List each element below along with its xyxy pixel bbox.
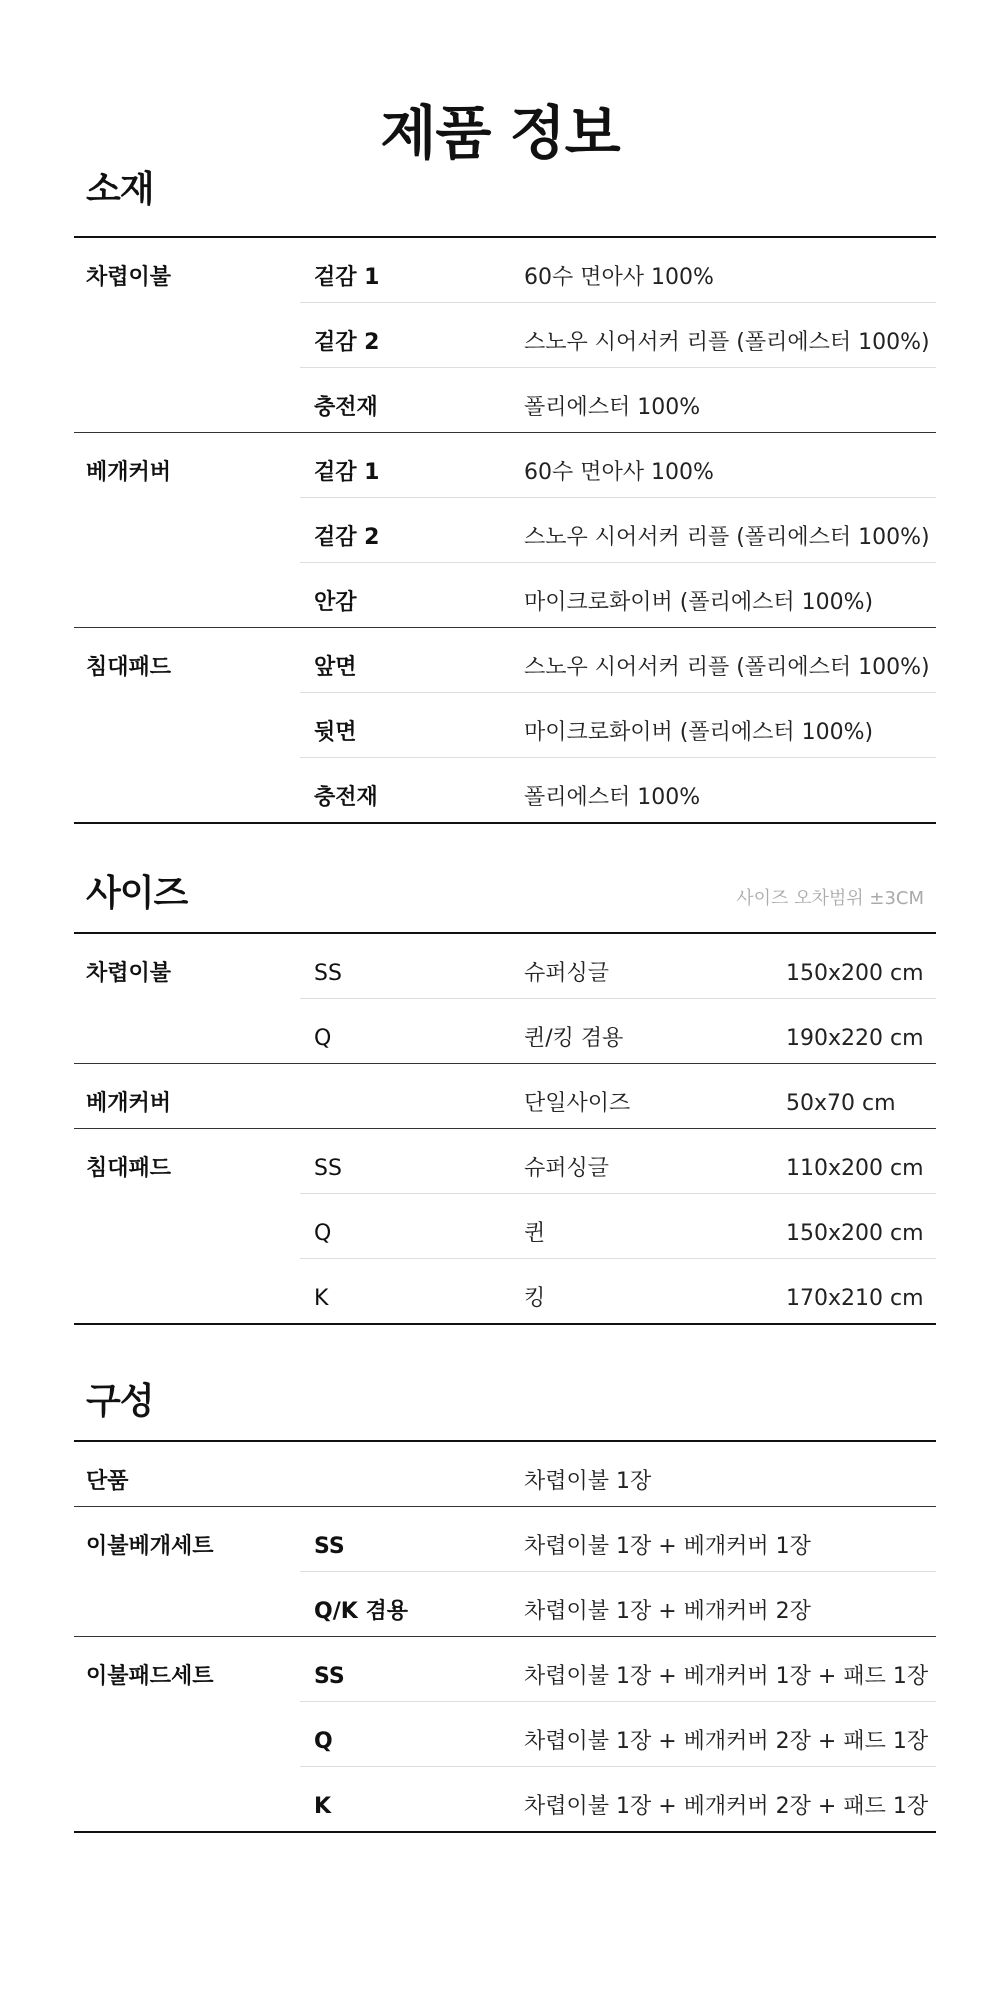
size-tolerance-note: 사이즈 오차범위 ±3CM: [736, 888, 924, 909]
composition-option: SS: [314, 1534, 345, 1559]
composition-contents: 차렵이불 1장 + 베개커버 2장: [524, 1599, 811, 1624]
size-top-rule: [74, 932, 936, 934]
size-dims: 190x220 cm: [786, 1026, 924, 1051]
material-spec: 60수 면아사 100%: [524, 265, 714, 290]
composition-section: [74, 1382, 936, 1842]
material-spec: 폴리에스터 100%: [524, 785, 701, 810]
size-group: 차렵이불: [86, 961, 172, 986]
material-bottom-rule: [74, 822, 936, 824]
material-part: 충전재: [314, 785, 378, 810]
group-divider: [74, 432, 936, 433]
size-name: 단일사이즈: [524, 1091, 631, 1116]
row-divider: [300, 998, 936, 999]
material-spec: 마이크로화이버 (폴리에스터 100%): [524, 590, 874, 615]
material-section: [74, 170, 936, 830]
group-divider: [74, 1636, 936, 1637]
composition-contents: 차렵이불 1장 + 베개커버 2장 + 패드 1장: [524, 1794, 929, 1819]
row-divider: [300, 1571, 936, 1572]
row-divider: [300, 497, 936, 498]
material-group: 차렵이불: [86, 265, 172, 290]
composition-contents: 차렵이불 1장 + 베개커버 1장 + 패드 1장: [524, 1664, 929, 1689]
material-title: 소재: [86, 169, 154, 210]
row-divider: [300, 757, 936, 758]
composition-contents: 차렵이불 1장: [524, 1469, 652, 1494]
material-spec: 60수 면아사 100%: [524, 460, 714, 485]
size-code: Q: [314, 1221, 332, 1246]
page-title: 제품 정보: [380, 99, 620, 167]
size-group: 베개커버: [86, 1091, 172, 1116]
material-top-rule: [74, 236, 936, 238]
size-name: 퀸/킹 겸용: [524, 1026, 624, 1051]
size-code: SS: [314, 1156, 342, 1181]
row-divider: [300, 1766, 936, 1767]
composition-bottom-rule: [74, 1831, 936, 1833]
composition-option: Q/K 겸용: [314, 1599, 408, 1624]
composition-option: SS: [314, 1664, 345, 1689]
size-name: 슈퍼싱글: [524, 961, 610, 986]
size-name: 킹: [524, 1286, 546, 1311]
row-divider: [300, 692, 936, 693]
composition-contents: 차렵이불 1장 + 베개커버 2장 + 패드 1장: [524, 1729, 929, 1754]
size-code: Q: [314, 1026, 332, 1051]
row-divider: [300, 1258, 936, 1259]
group-divider: [74, 1128, 936, 1129]
size-dims: 110x200 cm: [786, 1156, 924, 1181]
material-part: 앞면: [314, 655, 357, 680]
row-divider: [300, 302, 936, 303]
row-divider: [300, 1193, 936, 1194]
row-divider: [300, 1701, 936, 1702]
material-spec: 스노우 시어서커 리플 (폴리에스터 100%): [524, 330, 930, 355]
composition-title: 구성: [86, 1381, 154, 1422]
material-group: 베개커버: [86, 460, 172, 485]
size-title: 사이즈: [86, 873, 188, 914]
composition-group: 단품: [86, 1469, 129, 1494]
composition-option: Q: [314, 1729, 333, 1754]
size-name: 슈퍼싱글: [524, 1156, 610, 1181]
material-part: 충전재: [314, 395, 378, 420]
size-dims: 170x210 cm: [786, 1286, 924, 1311]
composition-header: [74, 1382, 936, 1432]
group-divider: [74, 1506, 936, 1507]
material-group: 침대패드: [86, 655, 172, 680]
size-name: 퀸: [524, 1221, 546, 1246]
size-dims: 50x70 cm: [786, 1091, 896, 1116]
size-code: K: [314, 1286, 329, 1311]
material-spec: 마이크로화이버 (폴리에스터 100%): [524, 720, 874, 745]
size-header: [74, 874, 936, 924]
size-code: SS: [314, 961, 342, 986]
material-header: [74, 170, 936, 220]
group-divider: [74, 627, 936, 628]
size-dims: 150x200 cm: [786, 1221, 924, 1246]
material-spec: 스노우 시어서커 리플 (폴리에스터 100%): [524, 655, 930, 680]
material-part: 겉감 2: [314, 330, 380, 355]
material-part: 겉감 2: [314, 525, 380, 550]
row-divider: [300, 367, 936, 368]
composition-group: 이불패드세트: [86, 1664, 214, 1689]
size-dims: 150x200 cm: [786, 961, 924, 986]
material-spec: 스노우 시어서커 리플 (폴리에스터 100%): [524, 525, 930, 550]
composition-group: 이불베개세트: [86, 1534, 214, 1559]
size-bottom-rule: [74, 1323, 936, 1325]
material-part: 겉감 1: [314, 460, 380, 485]
composition-option: K: [314, 1794, 332, 1819]
size-section: [74, 874, 936, 1334]
material-spec: 폴리에스터 100%: [524, 395, 701, 420]
group-divider: [74, 1063, 936, 1064]
material-part: 겉감 1: [314, 265, 380, 290]
material-part: 안감: [314, 590, 357, 615]
size-group: 침대패드: [86, 1156, 172, 1181]
composition-top-rule: [74, 1440, 936, 1442]
row-divider: [300, 562, 936, 563]
material-part: 뒷면: [314, 720, 357, 745]
composition-contents: 차렵이불 1장 + 베개커버 1장: [524, 1534, 811, 1559]
